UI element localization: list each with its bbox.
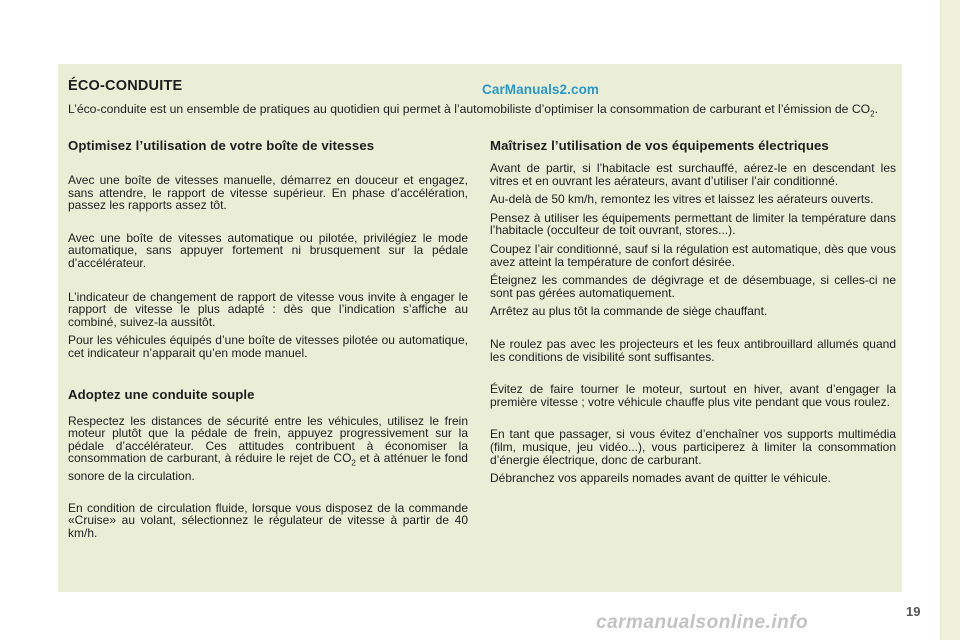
section-heading-smooth-driving: Adoptez une conduite souple — [68, 386, 255, 402]
electrical-paragraph-2: Au-delà de 50 km/h, remontez les vitres et laissez les aérateurs ouverts. — [490, 192, 874, 207]
gearbox-paragraph-1: Avec une boîte de vitesses manuelle, démarrez en douceur et engagez, sans attendre, le rapport de vitesse supérieur. En phase d’accélération, passez les rapports assez tôt. — [68, 173, 468, 213]
watermark-top: CarManuals2.com — [482, 82, 600, 97]
section-heading-gearbox: Optimisez l’utilisation de votre boîte de vitesses — [68, 138, 375, 153]
electrical-paragraph-1: Avant de partir, si l’habitacle est surchauffé, aérez-le en descendant les vitres et en ouvrant les aérateurs, avant d’utiliser l’air conditionné. — [490, 161, 896, 188]
gearbox-paragraph-2: Avec une boîte de vitesses automatique ou pilotée, privilégiez le mode automatique, sans appuyer fortement ni brusquement sur la pédale d’accélérateur. — [68, 230, 468, 270]
intro-paragraph: L’éco-conduite est un ensemble de pratiques au quotidien qui permet à l’automobiliste d’optimiser la consommation de carburant et l’émission de $CO_2$. — [68, 102, 878, 119]
page-number: 19 — [906, 604, 921, 619]
smooth-driving-paragraph-1: Respectez les distances de sécurité entre les véhicules, utilisez le frein moteur plutôt que la pédale de frein, appuyez progressivement sur la pédale d’accélérateur. Ces attitudes contribuent à économiser la consommation de carburant, à réduire le rejet de $CO_2$ et à atténuer le fond sonore de la circulation. — [68, 413, 468, 484]
electrical-paragraph-3: Pensez à utiliser les équipements permettant de limiter la température dans l’habitacle (occulteur de toit ouvrant, stores...). — [490, 210, 896, 238]
electrical-paragraph-4: Coupez l’air conditionné, sauf si la régulation est automatique, dès que vous avez atteint la température de confort désirée. — [490, 241, 896, 269]
content-panel — [58, 64, 902, 592]
electrical-paragraph-8: Évitez de faire tourner le moteur, surtout en hiver, avant d’engager la première vitesse ; votre véhicule chauffe plus vite pendant que vous roulez. — [490, 382, 896, 409]
page-margin — [0, 0, 40, 640]
left-column — [68, 138, 468, 540]
gearbox-paragraph-4: Pour les véhicules équipés d’une boîte de vitesses pilotée ou automatique, cet indicateur n’apparait qu’en mode manuel. — [68, 333, 468, 360]
watermark-bottom: carmanualsonline.info — [596, 612, 809, 633]
chapter-tab-strip — [940, 0, 960, 640]
section-heading-electrical: Maîtrisez l’utilisation de vos équipements électriques — [490, 138, 829, 153]
gearbox-paragraph-3: L’indicateur de changement de rapport de vitesse vous invite à engager le rapport de vitesse le plus adapté : dès que l’indication s’affiche au combiné, suivez-la aussitôt. — [68, 289, 468, 329]
electrical-paragraph-6: Arrêtez au plus tôt la commande de siège chauffant. — [490, 304, 768, 319]
right-column — [490, 138, 896, 485]
electrical-paragraph-5: Éteignez les commandes de dégivrage et de désembuage, si celles-ci ne sont pas gérées automatiquement. — [490, 273, 896, 300]
smooth-driving-paragraph-2: En condition de circulation fluide, lorsque vous disposez de la commande «Cruise» au volant, sélectionnez le régulateur de vitesse à partir de 40 km/h. — [68, 500, 468, 541]
electrical-paragraph-9: En tant que passager, si vous évitez d’enchaîner vos supports multimédia (film, musique, jeu vidéo...), vous participerez à limiter la consommation d’énergie électrique, donc de carburant. — [490, 427, 896, 467]
page-title: ÉCO-CONDUITE — [68, 78, 183, 94]
electrical-paragraph-10: Débranchez vos appareils nomades avant de quitter le véhicule. — [490, 471, 831, 486]
electrical-paragraph-7: Ne roulez pas avec les projecteurs et les feux antibrouillard allumés quand les conditions de visibilité sont suffisantes. — [490, 336, 896, 364]
